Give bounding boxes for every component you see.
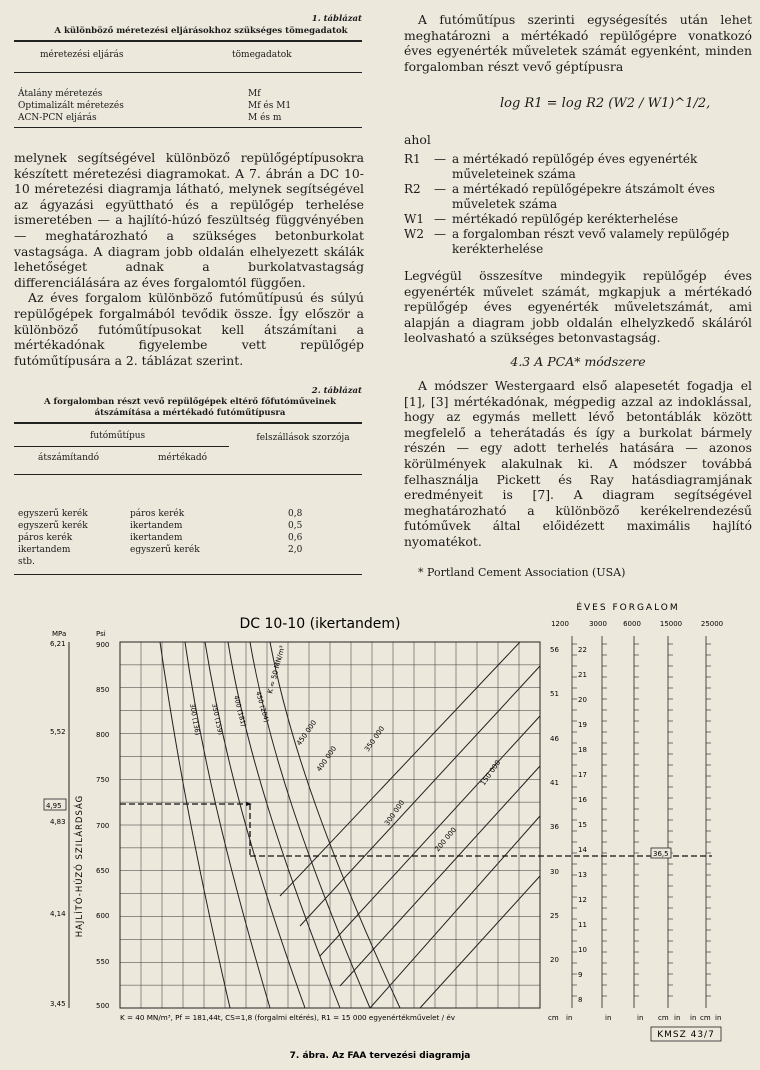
- load-label: 450 (204): [254, 690, 271, 724]
- psi-tick: 850: [96, 686, 110, 694]
- scale-unit: in: [674, 1014, 681, 1022]
- table1-row: [18, 112, 258, 124]
- definition-text: a mértékadó repülőgépekre átszámolt éves műveletek száma: [452, 182, 715, 211]
- scale-in-label: 19: [578, 721, 587, 729]
- scale-units: [548, 1014, 721, 1022]
- table1-cell: Átalány méretezés: [18, 89, 103, 99]
- definition-text: mértékadó repülőgép kerékterhelése: [452, 212, 679, 226]
- footnote: * Portland Cement Association (USA): [418, 566, 626, 579]
- scale-unit: in: [566, 1014, 573, 1022]
- table2-col-factor: [288, 508, 328, 556]
- diagonal-line: [370, 816, 540, 1008]
- load-label: 350 (159): [210, 702, 225, 736]
- scale-unit: cm: [700, 1014, 711, 1022]
- table2-cell: páros kerék: [130, 509, 185, 519]
- figure-title: DC 10-10 (ikertandem): [239, 616, 401, 632]
- thickness-marker: 36,5: [653, 850, 669, 858]
- definition-text: a forgalomban részt vevő valamely repülőgép kerékterhelése: [452, 227, 730, 256]
- table2-cell: 2,0: [288, 545, 303, 555]
- scale-unit: in: [605, 1014, 612, 1022]
- table1-row: [18, 88, 258, 100]
- scale-in-label: 20: [578, 696, 587, 704]
- mpa-tick: 4,83: [50, 818, 66, 826]
- left-text: [14, 150, 364, 368]
- table2-cell: egyszerű kerék: [18, 521, 88, 531]
- mpa-tick: 3,45: [50, 1000, 66, 1008]
- table1-header-procedure: méretezési eljárás: [40, 50, 124, 60]
- table2-group-header: futóműtípus: [90, 431, 146, 441]
- table2-number: 2. táblázat: [311, 386, 362, 396]
- mpa-tick: 5,52: [50, 728, 66, 736]
- scale-in-label: 15: [578, 821, 587, 829]
- table1-header-mass: tömegadatok: [232, 50, 292, 60]
- reading-path: [120, 804, 712, 856]
- table2-col-to: [130, 508, 250, 556]
- definition-symbol: R2: [404, 182, 421, 196]
- scale-unit: in: [637, 1014, 644, 1022]
- table2-cell: 0,6: [288, 533, 303, 543]
- definition-symbol: W2: [404, 227, 424, 241]
- diagonal-label: 400 000: [315, 744, 339, 774]
- table1-cell: Mf: [248, 89, 261, 99]
- scale-in-label: 16: [578, 796, 587, 804]
- faa-design-diagram: [0, 596, 760, 1070]
- section-heading: 4.3 A PCA* módszere: [510, 354, 646, 369]
- table2-cell: egyszerű kerék: [18, 509, 88, 519]
- table2-col-from: [18, 508, 128, 568]
- axis-title: HAJLÍTÓ-HÚZÓ SZILÁRDSÁG: [75, 794, 85, 938]
- traffic-values: [551, 620, 723, 628]
- definition-symbol: R1: [404, 152, 421, 166]
- definition-symbol: W1: [404, 212, 424, 226]
- table2-top-rule: [14, 422, 362, 424]
- table1-bottom-rule: [14, 127, 362, 128]
- left-paragraph-1: melynek segítségével különböző repülőgéptípusokra készített méretezési diagramokat. A 7. ábrán a DC 10-10 méretezési diagramja látható, melynek segítségével az ágyazási együttható és a repülőgép terhelése ismeretében — a hajlító-húzó feszültség függvényében — meghatározható a szükséges betonburkolat vastagsága. A diagram jobb oldalán elhelyezett skálák lehetőséget adnak a burkolatvastagság differenciálására az éves forgalomtól függően.: [14, 150, 364, 290]
- table2-header-from: átszámítandó: [38, 453, 100, 463]
- table1-cell: ACN-PCN eljárás: [18, 113, 97, 123]
- scale-cm-label: 36: [550, 823, 559, 831]
- stamp: KMSZ 43/7: [657, 1030, 715, 1040]
- right-paragraph-2: Legvégül összesítve mindegyik repülőgép éves egyenérték művelet számát, mgkapjuk a mértékadó repülőgép éves egyenérték műveletszámát, ami alapján a diagram jobb oldalán elhelyzkedő skáláról leolvasható a szükséges betonvastagság.: [404, 268, 752, 346]
- scale-in-label: 21: [578, 671, 587, 679]
- table1-number: 1. táblázat: [311, 14, 362, 24]
- table2-cell: ikertandem: [18, 545, 71, 555]
- scale-in-label: 17: [578, 771, 587, 779]
- table2-header-to: mértékadó: [158, 453, 208, 463]
- scale-in-label: 14: [578, 846, 587, 854]
- table2-title: A forgalomban részt vevő repülőgépek eltérő főfutóműveinek átszámítása a mértékadó futóműtípusra: [43, 397, 337, 418]
- table2-cell: 0,5: [288, 521, 303, 531]
- psi-tick: 650: [96, 867, 110, 875]
- diagonal-label: 200 000: [433, 825, 459, 854]
- psi-tick: 750: [96, 776, 110, 784]
- table1-cell: M és m: [248, 113, 282, 123]
- definition-row: W2 — a forgalomban részt vevő valamely repülőgép kerékterhelése: [404, 227, 754, 257]
- diagonal-label: 450 000: [295, 718, 319, 748]
- load-label: 300 (136): [188, 702, 202, 736]
- scale-in-label: 13: [578, 871, 587, 879]
- chart-grid: [120, 642, 540, 1008]
- traffic-value: 15000: [659, 620, 683, 628]
- diagonal-label: 300 000: [383, 798, 407, 828]
- table1-cell: Mf és M1: [248, 101, 292, 111]
- scale-in-label: 8: [578, 996, 583, 1004]
- definition-row: R2 — a mértékadó repülőgépekre átszámolt éves műveletek száma: [404, 182, 754, 212]
- scale-in-label: 12: [578, 896, 587, 904]
- table2-cell: stb.: [18, 557, 35, 567]
- diagonal-line: [420, 876, 540, 1008]
- traffic-value: 25000: [700, 620, 724, 628]
- psi-label: Psi: [96, 630, 106, 638]
- definition-text: a mértékadó repülőgép éves egyenérték műveleteinek száma: [452, 152, 698, 181]
- scale-unit: cm: [658, 1014, 669, 1022]
- psi-tick: 700: [96, 822, 110, 830]
- scale-unit: in: [690, 1014, 697, 1022]
- table1-row: [18, 100, 258, 112]
- scale-cm-label: 46: [550, 735, 559, 743]
- psi-tick: 900: [96, 641, 110, 649]
- traffic-value: 6000: [623, 620, 641, 628]
- traffic-value: 1200: [551, 620, 569, 628]
- table2-bottom-rule: [14, 574, 362, 575]
- mpa-tick: 4,14: [50, 910, 66, 918]
- diagonal-label: 350 000: [363, 724, 387, 754]
- bottom-note: K = 40 MN/m³, Pf = 181,44t, CS=1,8 (forgalmi eltérés), R1 = 15 000 egyenértékművelet / év: [120, 1013, 456, 1022]
- table2-cell: egyszerű kerék: [130, 545, 200, 555]
- diagonal-label: 150 000: [479, 758, 503, 788]
- load-label: 400 (181): [232, 694, 248, 728]
- ahol: ahol: [404, 132, 431, 147]
- psi-tick: 800: [96, 731, 110, 739]
- table2-cell: 0,8: [288, 509, 303, 519]
- table1-rows: [18, 88, 258, 124]
- figure-caption: 7. ábra. Az FAA tervezési diagramja: [289, 1051, 471, 1061]
- table2-cell: ikertandem: [130, 533, 183, 543]
- table1-title: A különböző méretezési eljárásokhoz szükséges tömegadatok: [54, 26, 348, 36]
- scale-in-label: 22: [578, 646, 587, 654]
- formula: [500, 96, 710, 111]
- scale-cm-label: 56: [550, 646, 559, 654]
- scale-cm-label: 25: [550, 912, 559, 920]
- load-labels: [188, 690, 271, 735]
- scale-in-label: 11: [578, 921, 587, 929]
- right-paragraph-1: A futóműtípus szerinti egységesítés után lehet meghatározni a mértékadó repülőgépre vonatkozó éves egyenérték műveletek számát egyenként, minden forgalomban részt vevő géptípusra: [404, 12, 752, 74]
- table1-cell: Optimalizált méretezés: [18, 101, 124, 111]
- table2-header-factor: felszállások szorzója: [256, 433, 350, 443]
- formula-text: log R1 = log R2 (W2 / W1)^1/2,: [500, 96, 711, 111]
- traffic-value: 3000: [589, 620, 607, 628]
- table2-header-rule: [14, 474, 362, 475]
- psi-tick: 550: [96, 958, 110, 966]
- traffic-title: ÉVES FORGALOM: [576, 603, 680, 613]
- scale-unit: cm: [548, 1014, 559, 1022]
- table1-header-rule: [14, 72, 362, 73]
- diagonal-line: [340, 766, 540, 986]
- table1-top-rule: [14, 40, 362, 42]
- scale-cm-label: 41: [550, 779, 559, 787]
- table2-cell: ikertandem: [130, 521, 183, 531]
- diagonal-line: [300, 666, 540, 926]
- diagonal-line: [320, 716, 540, 956]
- left-paragraph-2: Az éves forgalom különböző futóműtípusú és súlyú repülőgépek forgalmából tevődik össze. Így először a különböző futóműtípusokat kell átszámítani a mértékadónak figyelembe vett repülőgép futóműtípusára a 2. táblázat szerint.: [14, 290, 364, 368]
- scale-in-label: 9: [578, 971, 583, 979]
- table2-group-rule: [14, 446, 229, 447]
- scale-cm-label: 20: [550, 956, 559, 964]
- mpa-tick: 6,21: [50, 640, 66, 648]
- scale-cm-label: 51: [550, 690, 559, 698]
- traffic-scales: [550, 636, 711, 1008]
- table2-cell: páros kerék: [18, 533, 73, 543]
- definition-row: W1 — mértékadó repülőgép kerékterhelése: [404, 212, 754, 227]
- right-paragraph-3: A módszer Westergaard első alapesetét fogadja el [1], [3] mértékadónak, mégpedig azzal az indoklással, hogy az egymás mellett lévő betontáblák között megfelelő a teherátadás és így a burkolat bármely részén — egy adott terhelés hatására — azonos körülmények alakulnak ki. A módszer továbbá felhasználja Pickett és Ray hatásdiagramjának eredményeit is [7]. A diagram segítségével meghatározható a különböző kerékelrendezésű futóművek által előidézett maximális hajlító nyomatékot.: [404, 378, 752, 549]
- scale-cm-label: 30: [550, 868, 559, 876]
- k-label: K = 50 MN/m³: [266, 644, 287, 695]
- marker-value: 4,95: [46, 802, 62, 810]
- psi-ticks: [96, 641, 109, 1010]
- definition-row: R1 — a mértékadó repülőgép éves egyenérték műveleteinek száma: [404, 152, 754, 182]
- arrow-head: [246, 802, 252, 806]
- scale-in-label: 18: [578, 746, 587, 754]
- scale-in-label: 10: [578, 946, 587, 954]
- scale-unit: in: [715, 1014, 722, 1022]
- psi-tick: 600: [96, 912, 110, 920]
- table1-mass-col: [248, 88, 358, 124]
- definitions: [404, 152, 754, 257]
- psi-tick: 500: [96, 1002, 110, 1010]
- mpa-label: MPa: [52, 630, 67, 638]
